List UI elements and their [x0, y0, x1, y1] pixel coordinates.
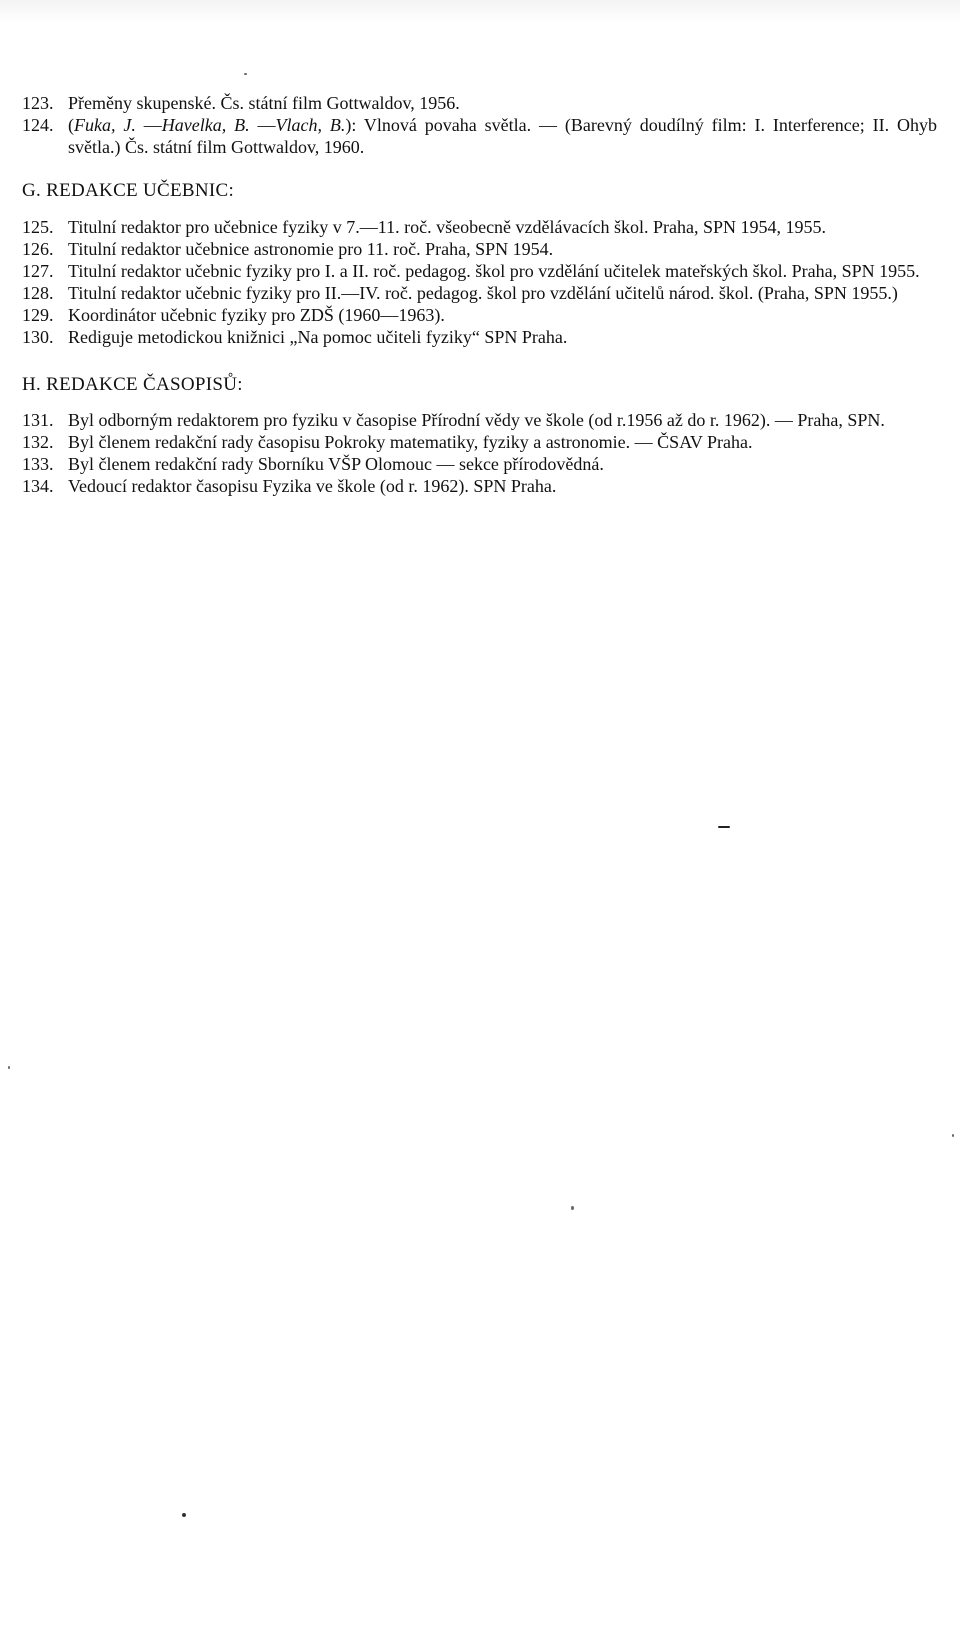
entry-text: Titulní redaktor učebnic fyziky pro I. a II. roč. pedagog. škol pro vzdělání učitelek mateřských škol. Praha, SPN 1955.	[68, 261, 920, 281]
bibliography-entry	[22, 431, 937, 453]
authors-open: (	[68, 115, 74, 135]
entry-text	[68, 115, 937, 157]
section-heading: G. REDAKCE UČEBNIC:	[22, 180, 235, 201]
entry-text: Rediguje metodickou knižnici „Na pomoc učiteli fyziky“ SPN Praha.	[68, 327, 568, 347]
entry-number: 125.	[22, 217, 54, 237]
scan-speck	[952, 1134, 954, 1137]
scan-top-edge	[0, 0, 960, 22]
entry-number: 128.	[22, 283, 54, 303]
entry-rest: ): Vlnová povaha světla. — (Barevný doudílný film: I. Interference; II. Ohyb světla.) Čs. státní film Gottwaldov, 1960.	[68, 115, 938, 157]
bibliography-entry	[22, 304, 937, 326]
bibliography-entry	[22, 114, 937, 158]
bibliography-entry	[22, 238, 937, 260]
entry-text: Vedoucí redaktor časopisu Fyzika ve škole (od r. 1962). SPN Praha.	[68, 476, 557, 496]
bibliography-entry	[22, 475, 937, 497]
entry-text: Byl členem redakční rady časopisu Pokroky matematiky, fyziky a astronomie. — ČSAV Praha.	[68, 432, 753, 452]
author-separator: —	[135, 115, 162, 135]
author-name: Havelka, B.	[161, 115, 250, 135]
entry-number: 126.	[22, 239, 54, 259]
scan-speck	[244, 73, 247, 75]
bibliography-entry	[22, 326, 937, 348]
entry-text: Byl odborným redaktorem pro fyziku v časopise Přírodní vědy ve škole (od r.1956 až do r. 1962). — Praha, SPN.	[68, 410, 885, 430]
entry-number: 127.	[22, 261, 54, 281]
entry-number: 131.	[22, 410, 54, 430]
entry-number: 124.	[22, 115, 54, 135]
entry-number: 123.	[22, 93, 54, 113]
bibliography-entry	[22, 282, 937, 304]
entry-text: Titulní redaktor učebnic fyziky pro II.—IV. roč. pedagog. škol pro vzdělání učitelů národ. škol. (Praha, SPN 1955.)	[68, 283, 898, 303]
entry-number: 130.	[22, 327, 54, 347]
scan-speck	[182, 1513, 186, 1517]
entry-text: Přeměny skupenské. Čs. státní film Gottwaldov, 1956.	[68, 93, 460, 113]
scan-speck	[718, 826, 730, 828]
author-separator: —	[249, 115, 276, 135]
section-heading: H. REDAKCE ČASOPISŮ:	[22, 374, 243, 395]
entry-text: Titulní redaktor učebnice astronomie pro 11. roč. Praha, SPN 1954.	[68, 239, 554, 259]
bibliography-entry	[22, 409, 937, 431]
author-name: Fuka, J.	[74, 115, 136, 135]
scan-speck	[8, 1066, 10, 1069]
entry-number: 132.	[22, 432, 54, 452]
author-name: Vlach, B.	[275, 115, 346, 135]
entry-text: Titulní redaktor pro učebnice fyziky v 7.—11. roč. všeobecně vzdělávacích škol. Praha, SPN 1954, 1955.	[68, 217, 826, 237]
entry-number: 134.	[22, 476, 54, 496]
scan-speck	[571, 1206, 574, 1210]
document-body	[22, 92, 937, 497]
bibliography-entry	[22, 260, 937, 282]
entry-number: 133.	[22, 454, 54, 474]
bibliography-entry	[22, 92, 937, 114]
entry-text: Koordinátor učebnic fyziky pro ZDŠ (1960—1963).	[68, 305, 445, 325]
bibliography-entry	[22, 453, 937, 475]
entry-number: 129.	[22, 305, 54, 325]
entry-text: Byl členem redakční rady Sborníku VŠP Olomouc — sekce přírodovědná.	[68, 454, 604, 474]
bibliography-entry	[22, 216, 937, 238]
